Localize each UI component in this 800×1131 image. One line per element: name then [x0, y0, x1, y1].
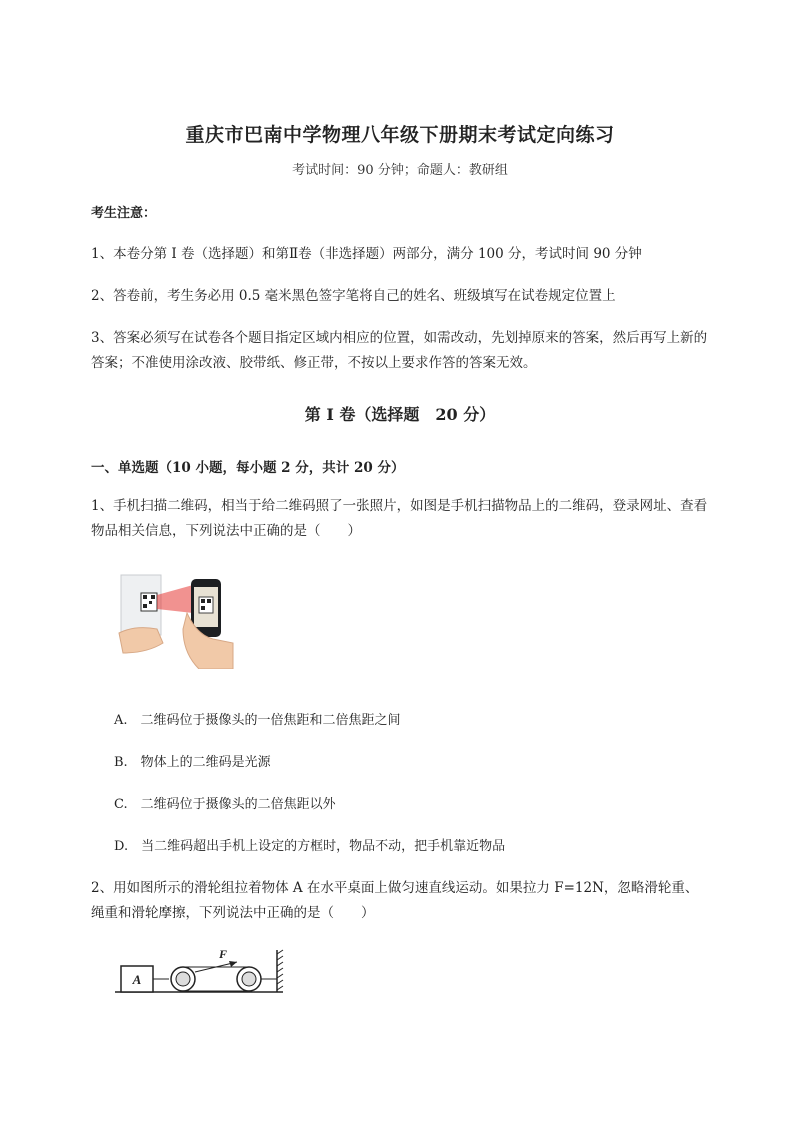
- question-1-stem: 1、手机扫描二维码，相当于给二维码照了一张照片，如图是手机扫描物品上的二维码，登录网址、查看物品相关信息，下列说法中正确的是（ ）: [91, 498, 708, 539]
- qr-scan-photo: [117, 573, 235, 669]
- section-title: 第 I 卷（选择题 20 分）: [304, 405, 496, 424]
- page-title: 重庆市巴南中学物理八年级下册期末考试定向练习: [185, 124, 615, 146]
- notice-item-1: 1、本卷分第 I 卷（选择题）和第Ⅱ卷（非选择题）两部分，满分 100 分，考试时间 90 分钟: [91, 246, 642, 262]
- question-1-option-a: A. 二维码位于摄像头的一倍焦距和二倍焦距之间: [114, 713, 401, 728]
- part-heading: 一、单选题（10 小题，每小题 2 分，共计 20 分）: [91, 460, 405, 476]
- block-a-label: A: [132, 972, 142, 987]
- force-label: F: [219, 947, 228, 961]
- pulley-diagram: [113, 946, 288, 1000]
- notice-item-3: 3、答案必须写在试卷各个题目指定区域内相应的位置，如需改动，先划掉原来的答案，然后再写上新的答案；不准使用涂改液、胶带纸、修正带，不按以上要求作答的答案无效。: [91, 330, 708, 371]
- question-1-option-d: D. 当二维码超出手机上设定的方框时，物品不动，把手机靠近物品: [114, 839, 506, 854]
- question-1-option-c: C. 二维码位于摄像头的二倍焦距以外: [114, 797, 336, 812]
- page-subtitle: 考试时间：90 分钟；命题人：教研组: [292, 163, 508, 178]
- question-1-option-b: B. 物体上的二维码是光源: [114, 755, 271, 770]
- notice-item-2: 2、答卷前，考生务必用 0.5 毫米黑色签字笔将自己的姓名、班级填写在试卷规定位置上: [91, 288, 616, 304]
- question-2-stem: 2、用如图所示的滑轮组拉着物体 A 在水平桌面上做匀速直线运动。如果拉力 F=12N，忽略滑轮重、绳重和滑轮摩擦，下列说法中正确的是（ ）: [91, 880, 699, 921]
- notice-heading: 考生注意：: [91, 206, 157, 221]
